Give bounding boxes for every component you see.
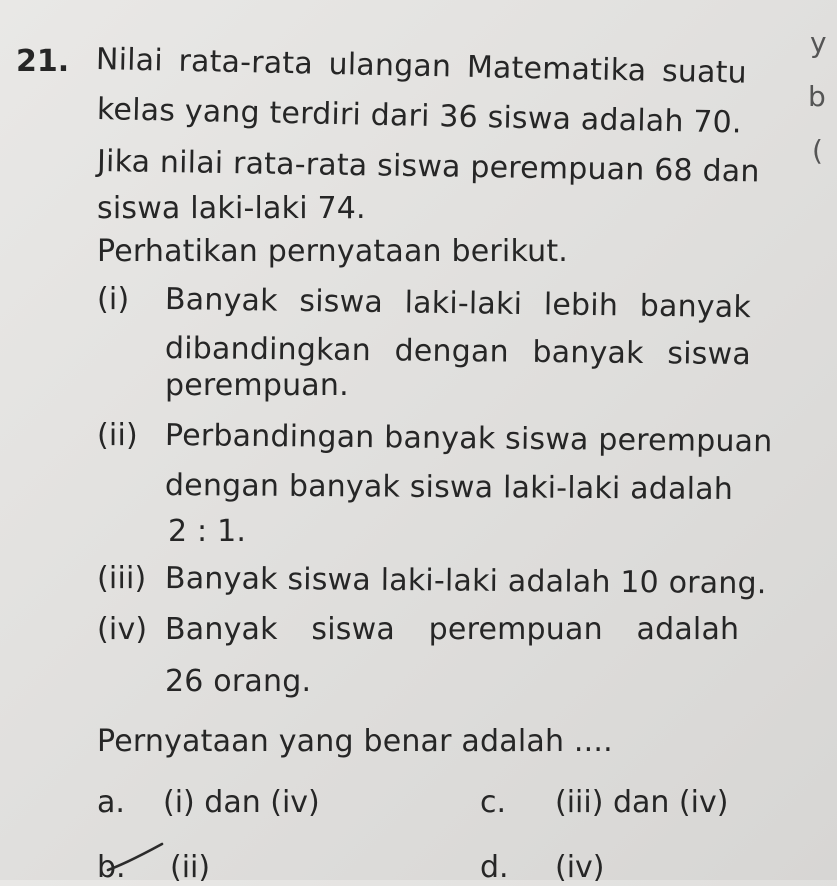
option-c-letter: c. xyxy=(480,785,507,820)
statement-line: Banyak siswa laki-laki adalah 10 orang. xyxy=(164,561,767,602)
statement-label: (iii) xyxy=(97,561,147,596)
statement-line: 2 : 1. xyxy=(168,514,247,549)
instruction-text: Perhatikan pernyataan berikut. xyxy=(97,234,569,269)
option-a-text: (i) dan (iv) xyxy=(163,785,320,820)
statement-line: Banyak siswa laki-laki lebih banyak xyxy=(164,282,752,326)
statement-line: perempuan. xyxy=(165,368,349,403)
question-line: Jika nilai rata-rata siswa perempuan 68 dan xyxy=(96,144,760,190)
option-b-letter: b. xyxy=(97,850,126,885)
margin-mark: b xyxy=(808,80,826,113)
statement-label: (iv) xyxy=(97,612,148,647)
option-d-text: (iv) xyxy=(555,850,605,885)
margin-mark: y xyxy=(810,26,827,59)
statement-label: (ii) xyxy=(97,418,138,453)
margin-mark: ( xyxy=(812,134,823,167)
statement-line: dibandingkan dengan banyak siswa xyxy=(164,331,752,373)
statement-line: dengan banyak siswa laki-laki adalah xyxy=(164,468,734,507)
option-a-letter: a. xyxy=(97,785,125,820)
statement-label: (i) xyxy=(97,282,130,317)
question-line: siswa laki-laki 74. xyxy=(97,191,366,226)
question-line: Nilai rata-rata ulangan Matematika suatu xyxy=(95,42,748,91)
option-c-text: (iii) dan (iv) xyxy=(555,785,729,820)
pen-stroke-mark xyxy=(100,836,170,876)
answer-prompt: Pernyataan yang benar adalah .... xyxy=(97,724,613,759)
statement-line: Banyak siswa perempuan adalah xyxy=(165,612,740,647)
question-line: kelas yang terdiri dari 36 siswa adalah 70. xyxy=(96,92,743,141)
question-number: 21. xyxy=(16,44,70,79)
option-d-letter: d. xyxy=(480,850,509,885)
statement-line: 26 orang. xyxy=(165,664,312,699)
option-b-text: (ii) xyxy=(170,850,211,885)
statement-line: Perbandingan banyak siswa perempuan xyxy=(164,418,773,460)
